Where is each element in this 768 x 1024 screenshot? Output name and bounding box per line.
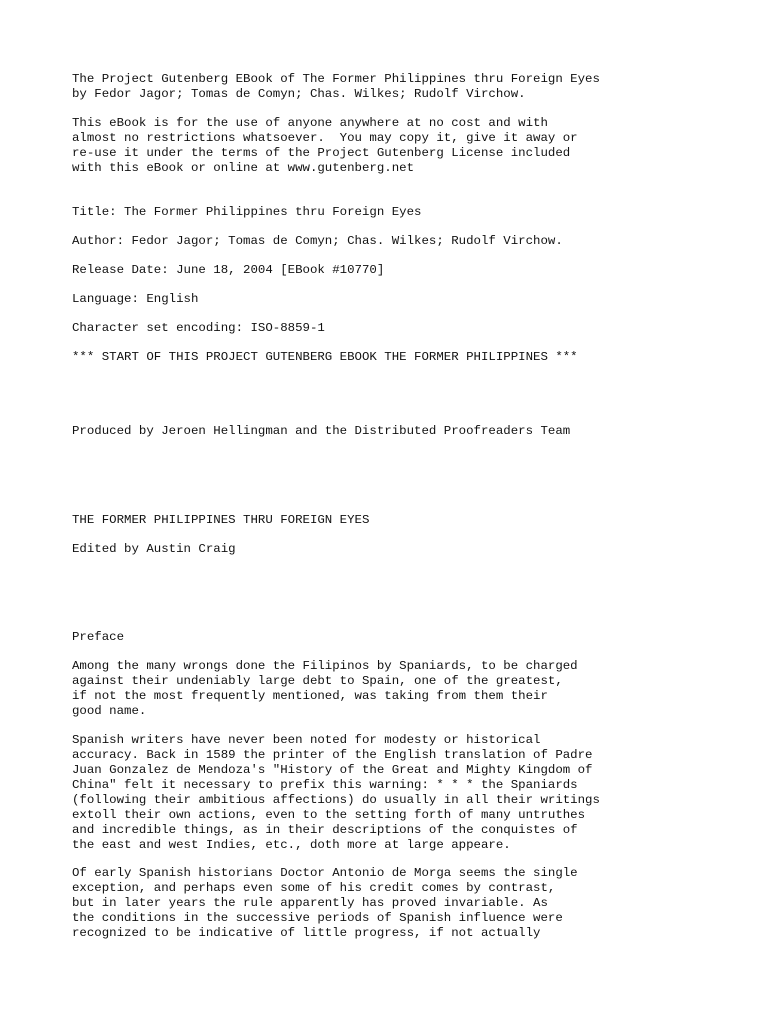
paragraph-3-line-2: exception, and perhaps even some of his credit comes by contrast, <box>72 881 556 895</box>
book-title-line: THE FORMER PHILIPPINES THRU FOREIGN EYES <box>72 513 370 527</box>
language-line: Language: English <box>72 292 199 306</box>
paragraph-2-line-7: and incredible things, as in their descriptions of the conquistes of <box>72 823 578 837</box>
license-line-2: almost no restrictions whatsoever. You may copy it, give it away or <box>72 131 578 145</box>
produced-by-line: Produced by Jeroen Hellingman and the Distributed Proofreaders Team <box>72 424 571 438</box>
header-line-1: The Project Gutenberg EBook of The Former Philippines thru Foreign Eyes <box>72 72 600 86</box>
preface-heading: Preface <box>72 630 125 644</box>
paragraph-2-line-8: the east and west Indies, etc., doth more at large appeare. <box>72 838 511 852</box>
paragraph-2-line-5: (following their ambitious affections) do usually in all their writings <box>72 793 600 807</box>
paragraph-3-line-4: the conditions in the successive periods of Spanish influence were <box>72 911 563 925</box>
paragraph-2-line-4: China" felt it necessary to prefix this warning: * * * the Spaniards <box>72 778 578 792</box>
license-line-3: re-use it under the terms of the Project Gutenberg License included <box>72 146 571 160</box>
paragraph-1-line-3: if not the most frequently mentioned, was taking from them their <box>72 689 548 703</box>
paragraph-2-line-6: extoll their own actions, even to the setting forth of many untruthes <box>72 808 586 822</box>
license-line-1: This eBook is for the use of anyone anywhere at no cost and with <box>72 116 548 130</box>
author-line: Author: Fedor Jagor; Tomas de Comyn; Chas. Wilkes; Rudolf Virchow. <box>72 234 563 248</box>
paragraph-2-line-3: Juan Gonzalez de Mendoza's "History of the Great and Mighty Kingdom of <box>72 763 593 777</box>
release-date-line: Release Date: June 18, 2004 [EBook #10770] <box>72 263 385 277</box>
paragraph-3-line-3: but in later years the rule apparently has proved invariable. As <box>72 896 548 910</box>
title-line: Title: The Former Philippines thru Foreign Eyes <box>72 205 422 219</box>
paragraph-1-line-2: against their undeniably large debt to Spain, one of the greatest, <box>72 674 563 688</box>
start-marker-line: *** START OF THIS PROJECT GUTENBERG EBOOK THE FORMER PHILIPPINES *** <box>72 350 578 364</box>
paragraph-1-line-4: good name. <box>72 704 147 718</box>
editor-line: Edited by Austin Craig <box>72 542 236 556</box>
paragraph-3-line-1: Of early Spanish historians Doctor Antonio de Morga seems the single <box>72 866 578 880</box>
paragraph-1-line-1: Among the many wrongs done the Filipinos by Spaniards, to be charged <box>72 659 578 673</box>
encoding-line: Character set encoding: ISO-8859-1 <box>72 321 325 335</box>
paragraph-2-line-1: Spanish writers have never been noted for modesty or historical <box>72 733 541 747</box>
license-line-4: with this eBook or online at www.gutenberg.net <box>72 161 415 175</box>
paragraph-2-line-2: accuracy. Back in 1589 the printer of the English translation of Padre <box>72 748 593 762</box>
paragraph-3-line-5: recognized to be indicative of little progress, if not actually <box>72 926 541 940</box>
header-line-2: by Fedor Jagor; Tomas de Comyn; Chas. Wilkes; Rudolf Virchow. <box>72 87 526 101</box>
